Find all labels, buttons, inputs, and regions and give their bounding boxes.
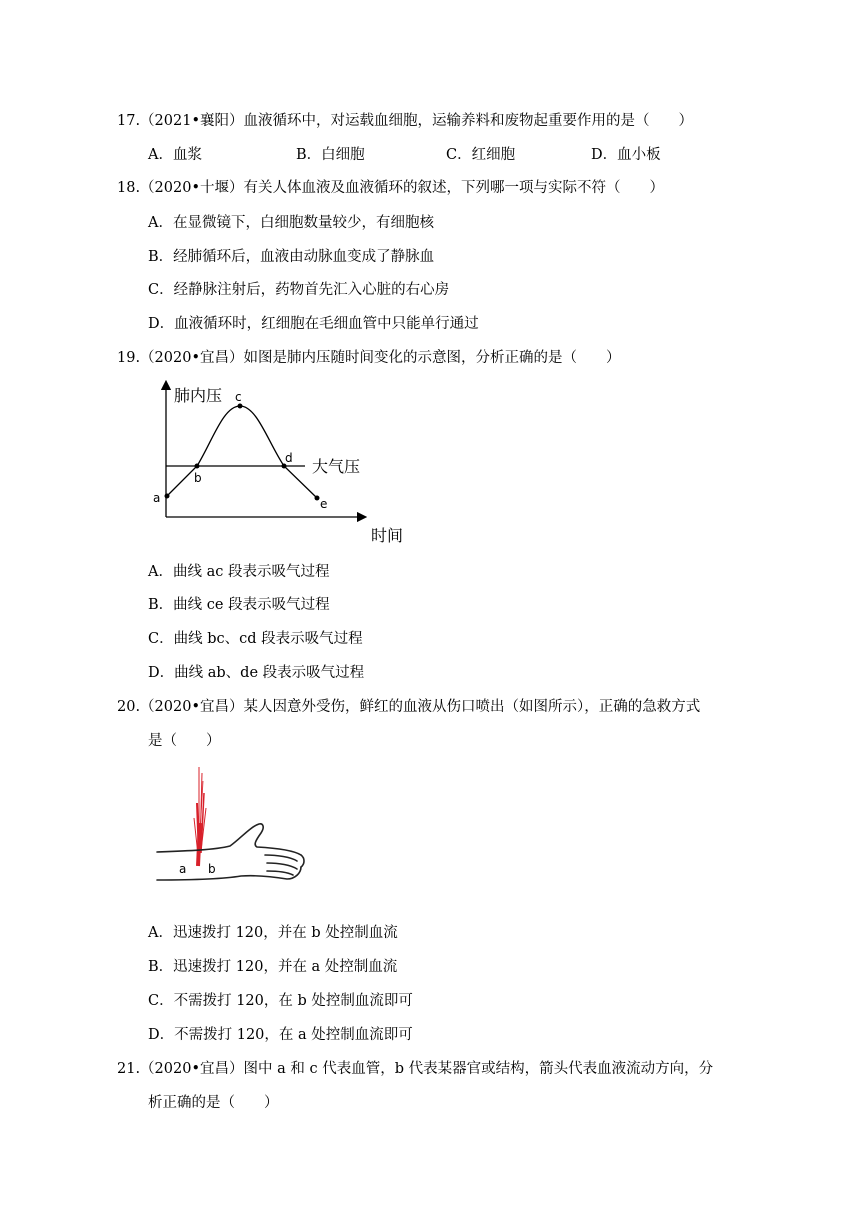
question-17-option-d: D．血小板 xyxy=(591,147,661,163)
x-axis-label: 时间 xyxy=(371,526,404,545)
question-20-stem-line1: 20.（2020•宜昌）某人因意外受伤，鲜红的血液从伤口喷出（如图所示），正确的急救方式 xyxy=(117,699,701,715)
reference-line-label: 大气压 xyxy=(312,457,361,476)
question-20-option-b: B．迅速拨打 120，并在 a 处控制血流 xyxy=(148,959,398,975)
question-20-stem-line2: 是（ ） xyxy=(148,733,221,749)
wrist-bleeding-figure xyxy=(155,763,315,883)
point-c xyxy=(238,404,243,409)
point-b xyxy=(195,464,200,469)
question-21-stem-line2: 析正确的是（ ） xyxy=(148,1095,279,1111)
question-17-stem: 17.（2021•襄阳）血液循环中，对运载血细胞，运输养料和废物起重要作用的是（ ） xyxy=(117,113,694,129)
question-18-option-b: B．经肺循环后，血液由动脉血变成了静脉血 xyxy=(148,249,435,265)
question-21-stem-line1: 21.（2020•宜昌）图中 a 和 c 代表血管，b 代表某器官或结构，箭头代表血液流动方向，分 xyxy=(117,1061,714,1077)
point-e xyxy=(315,496,320,501)
question-19-option-a: A．曲线 ac 段表示吸气过程 xyxy=(148,564,330,580)
question-19-stem: 19.（2020•宜昌）如图是肺内压随时间变化的示意图，分析正确的是（ ） xyxy=(117,350,621,366)
question-20-option-d: D．不需拨打 120，在 a 处控制血流即可 xyxy=(148,1027,413,1043)
point-label-a: a xyxy=(153,491,161,505)
point-label-e: e xyxy=(320,497,328,511)
question-17-options xyxy=(148,145,748,165)
point-label-c: c xyxy=(235,390,242,404)
lung-pressure-figure xyxy=(140,375,420,550)
point-a xyxy=(165,494,170,499)
question-17-option-b: B．白细胞 xyxy=(296,147,365,163)
question-18-stem: 18.（2020•十堰）有关人体血液及血液循环的叙述，下列哪一项与实际不符（ ） xyxy=(117,180,665,196)
question-19-option-d: D．曲线 ab、de 段表示吸气过程 xyxy=(148,665,365,681)
question-17-option-c: C．红细胞 xyxy=(446,147,516,163)
pressure-curve xyxy=(167,406,317,498)
question-18-option-a: A．在显微镜下，白细胞数量较少，有细胞核 xyxy=(148,215,434,231)
blood-spray xyxy=(194,767,206,866)
question-18-option-c: C．经静脉注射后，药物首先汇入心脏的右心房 xyxy=(148,282,450,298)
question-19-option-c: C．曲线 bc、cd 段表示吸气过程 xyxy=(148,631,363,647)
y-axis-label: 肺内压 xyxy=(174,386,223,405)
wrist-label-b: b xyxy=(208,862,216,876)
question-17-option-a: A．血浆 xyxy=(148,147,202,163)
point-label-b: b xyxy=(194,471,202,485)
wrist-label-a: a xyxy=(179,862,187,876)
point-label-d: d xyxy=(285,451,293,465)
question-19-option-b: B．曲线 ce 段表示吸气过程 xyxy=(148,597,330,613)
question-18-option-d: D．血液循环时，红细胞在毛细血管中只能单行通过 xyxy=(148,316,479,332)
question-20-option-c: C．不需拨打 120，在 b 处控制血流即可 xyxy=(148,993,413,1009)
question-20-option-a: A．迅速拨打 120，并在 b 处控制血流 xyxy=(148,925,398,941)
